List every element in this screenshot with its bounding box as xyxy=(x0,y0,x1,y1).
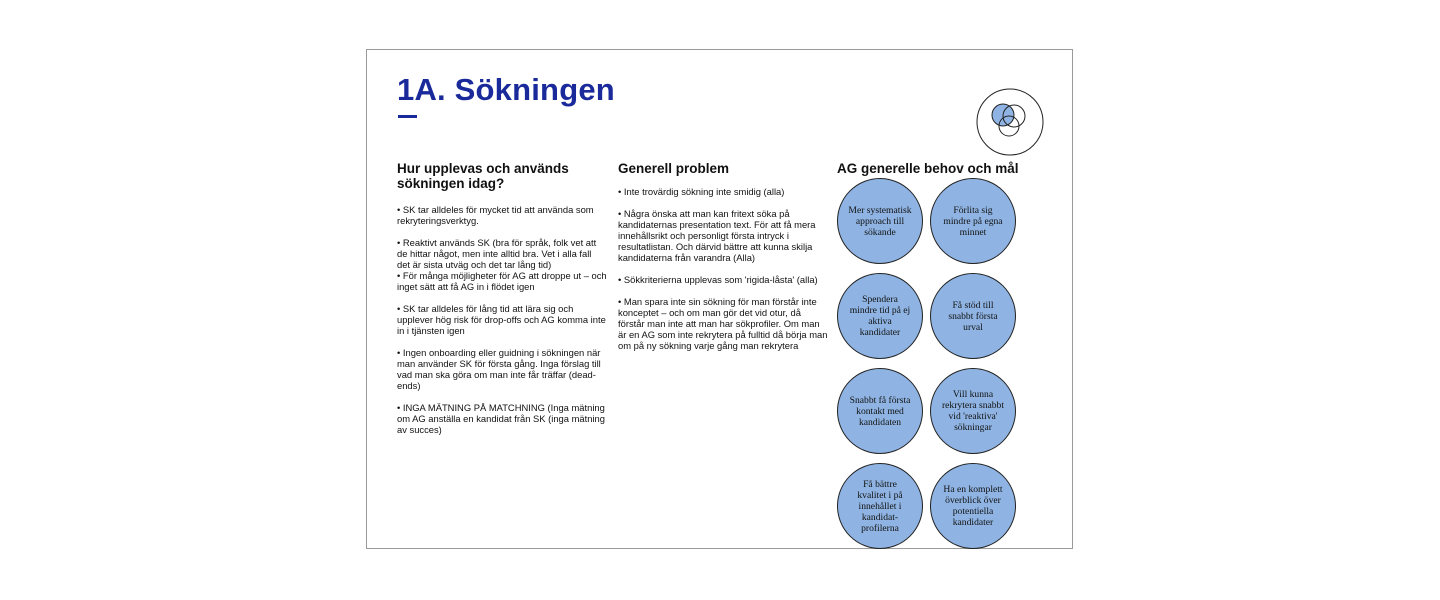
bullet-list xyxy=(618,186,830,351)
column-current-usage xyxy=(397,161,607,435)
need-bubble: Förlita sig mindre på egna minnet xyxy=(930,178,1016,264)
slide xyxy=(366,49,1073,549)
column-general-problems xyxy=(618,161,830,351)
list-item: • Några önska att man kan fritext söka på kandidaternas presentation text. För att få mera innehållsrikt och personligt första intryck i resultatlistan. Och därvid bättre att kunna skilja kandidaterna från varandra (Alla) xyxy=(618,208,816,263)
list-item: • Reaktivt används SK (bra för språk, folk vet att de hittar något, men inte alltid bra. Vet i alla fall det är sista utväg och det tar lång tid) xyxy=(397,237,597,270)
need-bubble: Ha en komplett överblick över potentiella kandidater xyxy=(930,463,1016,549)
list-item: • SK tar alldeles för mycket tid att använda som rekryteringsverktyg. xyxy=(397,204,594,226)
list-item: • SK tar alldeles för lång tid att lära sig och upplever hög risk för drop-offs och AG komma inte in i tjänsten igen xyxy=(397,303,606,336)
list-item: • INGA MÄTNING PÅ MATCHNING (Inga mätning om AG anställa en kandidat från SK (inga mätning av succes) xyxy=(397,402,605,435)
page-title: 1A. Sökningen xyxy=(397,72,615,107)
title-underline xyxy=(398,115,417,118)
column-heading: AG generelle behov och mål xyxy=(837,161,1019,176)
need-bubble: Spendera mindre tid på ej aktiva kandidater xyxy=(837,273,923,359)
need-bubble: Mer systematisk approach till sökande xyxy=(837,178,923,264)
need-bubble: Snabbt få första kontakt med kandidaten xyxy=(837,368,923,454)
list-item: • Sökkriterierna upplevas som 'rigida-låsta' (alla) xyxy=(618,274,818,285)
list-item: • Ingen onboarding eller guidning i sökningen när man använder SK för första gång. Inga förslag till vad man ska göra om man inte får träffar (dead-ends) xyxy=(397,347,601,391)
column-heading: Hur upplevas och används sökningen idag? xyxy=(397,161,569,191)
need-bubble: Få stöd till snabbt första urval xyxy=(930,273,1016,359)
list-item: • Inte trovärdig sökning inte smidig (alla) xyxy=(618,186,785,197)
venn-diagram-icon xyxy=(976,88,1044,156)
need-bubble: Få bättre kvalitet i på innehållet i kandidat-profilerna xyxy=(837,463,923,549)
list-item: • Man spara inte sin sökning för man förstår inte konceptet – och om man gör det vid otur, då förstår man inte att man har sökprofiler. Om man är en AG som inte rekrytera på fulltid då börja man om på ny sökning varje gång man rekrytera xyxy=(618,296,828,351)
column-heading: Generell problem xyxy=(618,161,730,176)
need-bubble: Vill kunna rekrytera snabbt vid 'reaktiva' sökningar xyxy=(930,368,1016,454)
bullet-list xyxy=(397,204,607,435)
list-item: • För många möjligheter för AG att droppe ut – och inget sätt att få AG in i flödet igen xyxy=(397,270,607,292)
